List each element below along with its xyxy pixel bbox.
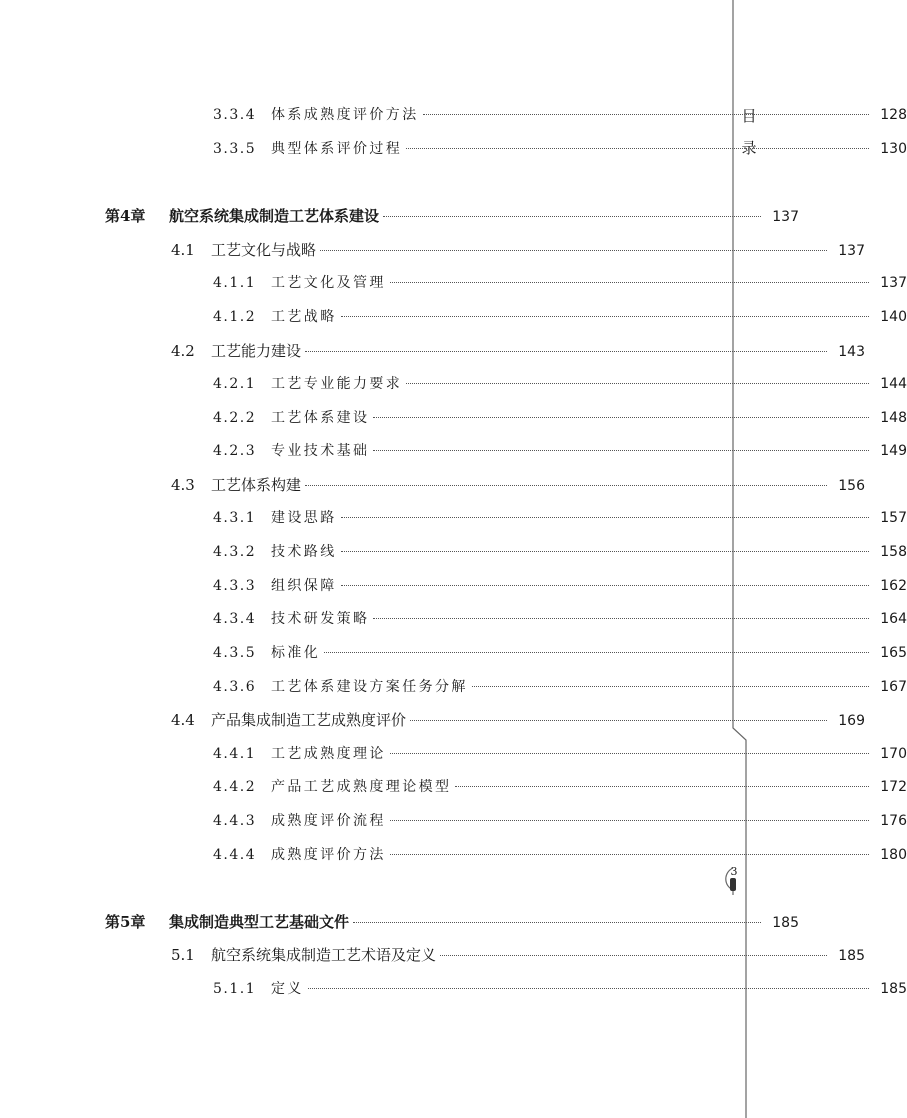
toc-entry-title: 典型体系评价过程	[271, 141, 403, 157]
toc-entry[interactable]	[0, 138, 907, 158]
toc-entry-title: 工艺体系建设方案任务分解	[271, 679, 468, 695]
toc-entry[interactable]	[0, 474, 865, 495]
toc-dot-leader	[440, 955, 827, 956]
toc-entry-title: 专业技术基础	[271, 443, 370, 459]
toc-dot-leader	[308, 988, 869, 989]
toc-entry-title: 产品集成制造工艺成熟度评价	[211, 711, 407, 729]
toc-entry[interactable]	[0, 709, 865, 730]
toc-entry-number: 4.1.2	[213, 309, 257, 325]
toc-entry-number: 5.1	[171, 946, 195, 964]
toc-entry-page: 176	[880, 813, 907, 829]
toc-entry[interactable]	[0, 205, 799, 226]
toc-entry-title: 集成制造典型工艺基础文件	[169, 913, 350, 931]
toc-entry-title: 定义	[271, 981, 304, 997]
toc-dot-leader	[390, 820, 869, 821]
toc-entry-title: 体系成熟度评价方法	[271, 107, 419, 123]
toc-entry-title: 建设思路	[271, 510, 337, 526]
toc-entry-page: 137	[838, 243, 865, 259]
toc-entry-number: 4.3	[171, 476, 195, 494]
toc-entry-title: 工艺体系建设	[271, 410, 370, 426]
toc-dot-leader	[305, 485, 827, 486]
toc-dot-leader	[373, 618, 869, 619]
toc-entry-page: 185	[772, 915, 799, 931]
toc-entry-number: 3.3.5	[213, 141, 257, 157]
toc-entry[interactable]	[0, 407, 907, 427]
toc-dot-leader	[341, 585, 869, 586]
toc-entry[interactable]	[0, 306, 907, 326]
toc-entry-number: 第5章	[105, 913, 146, 931]
toc-entry[interactable]	[0, 373, 907, 393]
toc-entry[interactable]	[0, 575, 907, 595]
toc-entry-page: 167	[880, 679, 907, 695]
toc-entry-title: 组织保障	[271, 578, 337, 594]
toc-entry-number: 4.4.3	[213, 813, 257, 829]
toc-entry[interactable]	[0, 743, 907, 763]
toc-entry-number: 4.3.6	[213, 679, 257, 695]
toc-entry-number: 4.3.3	[213, 578, 257, 594]
toc-entry[interactable]	[0, 911, 799, 932]
toc-entry[interactable]	[0, 608, 907, 628]
toc-entry-number: 4.3.2	[213, 544, 257, 560]
toc-entry-page: 172	[880, 779, 907, 795]
toc-entry-title: 标准化	[271, 645, 321, 661]
toc-dot-leader	[353, 922, 761, 923]
toc-entry-page: 180	[880, 847, 907, 863]
toc-entry-number: 4.2.1	[213, 376, 257, 392]
toc-dot-leader	[410, 720, 827, 721]
toc-entry-title: 工艺文化及管理	[271, 275, 386, 291]
toc-entry-title: 工艺文化与战略	[211, 241, 317, 259]
toc-entry-title: 工艺能力建设	[211, 342, 302, 360]
toc-dot-leader	[455, 786, 869, 787]
toc-entry-page: 185	[838, 948, 865, 964]
toc-entry[interactable]	[0, 810, 907, 830]
toc-entry-title: 产品工艺成熟度理论模型	[271, 779, 452, 795]
toc-entry-page: 164	[880, 611, 907, 627]
toc-entry-page: 156	[838, 478, 865, 494]
toc-entry-page: 158	[880, 544, 907, 560]
toc-entry-number: 4.4.1	[213, 746, 257, 762]
toc-entry-page: 128	[880, 107, 907, 123]
toc-entry-number: 4.3.1	[213, 510, 257, 526]
side-title-char: 目	[741, 107, 757, 125]
toc-entry-title: 工艺体系构建	[211, 476, 302, 494]
toc-entry-page: 157	[880, 510, 907, 526]
toc-entry-number: 4.2.2	[213, 410, 257, 426]
toc-entry[interactable]	[0, 541, 907, 561]
toc-entry-page: 144	[880, 376, 907, 392]
toc-entry-number: 4.1.1	[213, 275, 257, 291]
toc-entry-number: 4.4.2	[213, 779, 257, 795]
toc-entry-number: 第4章	[105, 207, 146, 225]
toc-dot-leader	[373, 450, 869, 451]
toc-entry-number: 4.2.3	[213, 443, 257, 459]
toc-dot-leader	[383, 216, 761, 217]
toc-dot-leader	[390, 282, 869, 283]
toc-entry-page: 169	[838, 713, 865, 729]
toc-entry-title: 成熟度评价流程	[271, 813, 386, 829]
toc-entry-page: 130	[880, 141, 907, 157]
toc-entry-number: 4.3.4	[213, 611, 257, 627]
side-title-char: 录	[741, 139, 757, 157]
toc-entry-title: 工艺专业能力要求	[271, 376, 403, 392]
toc-entry-title: 航空系统集成制造工艺术语及定义	[211, 946, 437, 964]
toc-entry-number: 5.1.1	[213, 981, 257, 997]
toc-entry-title: 工艺战略	[271, 309, 337, 325]
toc-entry[interactable]	[0, 340, 865, 361]
toc-entry[interactable]	[0, 239, 865, 260]
toc-dot-leader	[390, 854, 869, 855]
toc-dot-leader	[341, 551, 869, 552]
toc-entry[interactable]	[0, 844, 907, 864]
toc-entry[interactable]	[0, 507, 907, 527]
toc-entry-number: 4.4	[171, 711, 195, 729]
toc-entry-title: 技术路线	[271, 544, 337, 560]
toc-entry-number: 4.3.5	[213, 645, 257, 661]
toc-entry-page: 170	[880, 746, 907, 762]
toc-entry-page: 137	[772, 209, 799, 225]
toc-entry-page: 148	[880, 410, 907, 426]
toc-entry[interactable]	[0, 642, 907, 662]
toc-entry-page: 143	[838, 344, 865, 360]
toc-dot-leader	[341, 316, 869, 317]
toc-dot-leader	[373, 417, 869, 418]
toc-entry[interactable]	[0, 776, 907, 796]
toc-dot-leader	[305, 351, 827, 352]
toc-dot-leader	[341, 517, 869, 518]
toc-entry-title: 成熟度评价方法	[271, 847, 386, 863]
toc-entry-page: 165	[880, 645, 907, 661]
toc-entry[interactable]	[0, 440, 907, 460]
toc-entry-page: 137	[880, 275, 907, 291]
toc-dot-leader	[390, 753, 869, 754]
toc-dot-leader	[423, 114, 869, 115]
toc-entry-page: 185	[880, 981, 907, 997]
toc-dot-leader	[406, 148, 869, 149]
toc-entry-title: 航空系统集成制造工艺体系建设	[169, 207, 380, 225]
toc-entry-number: 4.4.4	[213, 847, 257, 863]
toc-dot-leader	[324, 652, 869, 653]
toc-entry[interactable]	[0, 104, 907, 124]
toc-entry-page: 149	[880, 443, 907, 459]
toc-entry[interactable]	[0, 944, 865, 965]
toc-entry-title: 技术研发策略	[271, 611, 370, 627]
toc-entry-page: 140	[880, 309, 907, 325]
toc-entry-number: 4.1	[171, 241, 195, 259]
toc-entry[interactable]	[0, 272, 907, 292]
toc-entry[interactable]	[0, 978, 907, 998]
toc-entry-number: 4.2	[171, 342, 195, 360]
toc-dot-leader	[406, 383, 869, 384]
toc-dot-leader	[472, 686, 869, 687]
toc-entry[interactable]	[0, 676, 907, 696]
page-number: 3	[730, 865, 738, 878]
toc-entry-number: 3.3.4	[213, 107, 257, 123]
toc-dot-leader	[320, 250, 827, 251]
toc-entry-page: 162	[880, 578, 907, 594]
toc-entry-title: 工艺成熟度理论	[271, 746, 386, 762]
